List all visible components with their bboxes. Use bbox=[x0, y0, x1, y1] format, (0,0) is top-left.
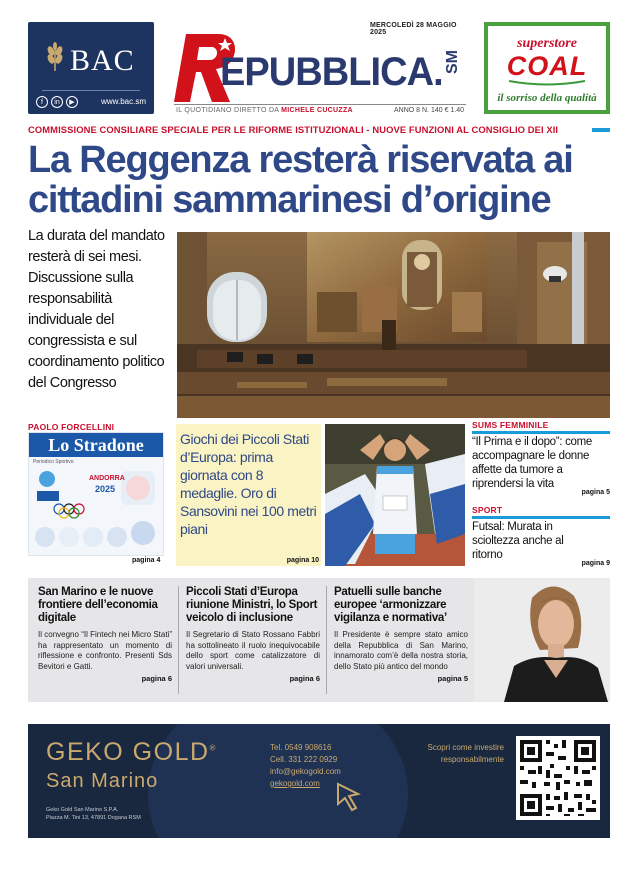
registered-mark: ® bbox=[209, 743, 217, 753]
athlete-photo[interactable] bbox=[325, 424, 465, 566]
coal-line1: superstore bbox=[517, 36, 577, 51]
issue-date: MERCOLEDÌ 28 MAGGIO 2025 bbox=[370, 22, 457, 36]
section-rule bbox=[472, 431, 610, 434]
lead-summary: La durata del mandato resterà di sei mesi. Discussione sulla responsabilità individuale del congressista e sul coordinamento politico del Congresso bbox=[28, 228, 165, 391]
divider bbox=[42, 90, 140, 91]
coal-brand: COAL bbox=[506, 51, 588, 81]
forcellini-page: pagina 4 bbox=[132, 557, 161, 564]
sums-label: SUMS FEMMINILE bbox=[472, 420, 549, 430]
strip-story-3[interactable] bbox=[334, 586, 468, 683]
linkedin-icon[interactable]: in bbox=[51, 96, 63, 108]
strip-story-2[interactable] bbox=[186, 586, 320, 683]
andorra-year: 2025 bbox=[95, 484, 116, 494]
column-divider bbox=[326, 586, 327, 694]
strip-story-body: Il Presidente è sempre stato amico della Repubblica di San Marino, innamorato com’è della nostra storia, dello Stato più antico del mondo bbox=[334, 630, 468, 671]
stradone-logo: Lo Stradone bbox=[29, 433, 163, 457]
strip-story-body: Il convegno “Il Fintech nei Micro Stati” ha rappresentato un momento di riflessione e confronto. Presenti Sds Bevitori e Gatti. bbox=[38, 630, 172, 671]
bac-url[interactable]: www.bac.sm bbox=[101, 97, 146, 106]
stradone-cover[interactable] bbox=[28, 432, 164, 556]
giochi-headline: Giochi dei Piccoli Stati d’Europa: prima giornata con 8 medaglie. Oro di Sansovini nei 100 metri piani bbox=[180, 431, 317, 537]
geko-email[interactable]: info@gekogold.com bbox=[270, 767, 341, 776]
lead-kicker: COMMISSIONE CONSILIARE SPECIALE PER LE RIFORME ISTITUZIONALI - NUOVE FUNZIONI AL CONSIGLIO DEI XII bbox=[28, 124, 559, 135]
geko-brand: GEKO GOLD® bbox=[46, 738, 217, 766]
strip-story-1[interactable] bbox=[38, 586, 172, 683]
facebook-icon[interactable]: f bbox=[36, 96, 48, 108]
forcellini-label: PAOLO FORCELLINI bbox=[28, 422, 115, 432]
coal-tagline: il sorriso della qualità bbox=[497, 92, 597, 104]
side-column bbox=[472, 420, 610, 567]
qr-code-icon[interactable] bbox=[516, 736, 600, 820]
social-links bbox=[36, 96, 78, 108]
wheat-icon bbox=[44, 42, 66, 72]
cursor-arrow-icon bbox=[336, 782, 362, 812]
geko-tel[interactable]: Tel. 0549 908616 bbox=[270, 743, 332, 752]
kicker-accent-bar bbox=[592, 128, 610, 132]
andorra-label: ANDORRA bbox=[89, 475, 125, 482]
geko-gold-advertisement[interactable] bbox=[28, 724, 610, 838]
column-divider bbox=[178, 586, 179, 694]
strip-story-page: pagina 6 bbox=[141, 674, 172, 683]
geko-contacts bbox=[270, 742, 341, 790]
masthead-rule bbox=[174, 104, 466, 105]
council-chamber-image bbox=[177, 232, 610, 418]
strip-story-title: Patuelli sulle banche europee ‘armonizzare vigilanza e normativa’ bbox=[334, 586, 447, 624]
news-strip bbox=[28, 578, 610, 702]
geko-company-info bbox=[46, 806, 141, 822]
geko-cell[interactable]: Cell. 331 222 0929 bbox=[270, 755, 338, 764]
director-line: IL QUOTIDIANO DIRETTO DA MICHELE CUCUZZA bbox=[176, 107, 353, 114]
bac-logo-text: BAC bbox=[70, 44, 135, 77]
youtube-icon[interactable]: ▶ bbox=[66, 96, 78, 108]
stradone-sub: Periodico Sportivo bbox=[33, 459, 74, 465]
strip-story-title: San Marino e le nuove frontiere dell’economia digitale bbox=[38, 586, 158, 624]
strip-story-body: Il Segretario di Stato Rossano Fabbri ha sottolineato il ruolo inequivocabile dello sport come catalizzatore di valori universali. bbox=[186, 630, 320, 671]
section-rule bbox=[472, 516, 610, 519]
issue-number: ANNO 8 N. 140 € 1.40 bbox=[394, 107, 465, 114]
portrait-image bbox=[474, 578, 610, 702]
bac-advertisement[interactable] bbox=[28, 22, 154, 114]
patuelli-portrait[interactable] bbox=[474, 578, 610, 702]
masthead bbox=[172, 22, 472, 122]
geko-location: San Marino bbox=[46, 770, 159, 792]
giochi-story[interactable] bbox=[176, 424, 321, 566]
giochi-page: pagina 10 bbox=[286, 557, 319, 564]
coal-advertisement[interactable] bbox=[484, 22, 610, 114]
masthead-title: EPUBBLICA. bbox=[220, 50, 443, 94]
sums-page: pagina 5 bbox=[581, 489, 610, 496]
sums-story[interactable]: “Il Prima e il dopo”: come accompagnare le donne affette da tumore a riprendersi la vita bbox=[472, 436, 593, 490]
sport-story[interactable]: Futsal: Murata in scioltezza anche al ritorno bbox=[472, 521, 564, 561]
sport-label: SPORT bbox=[472, 505, 503, 515]
strip-story-page: pagina 5 bbox=[437, 674, 468, 683]
geko-company: Geko Gold San Marino S.P.A. bbox=[46, 807, 119, 813]
masthead-suffix: SM bbox=[444, 50, 461, 74]
strip-story-page: pagina 6 bbox=[289, 674, 320, 683]
sport-page: pagina 9 bbox=[581, 560, 610, 567]
director-name: MICHELE CUCUZZA bbox=[281, 107, 353, 114]
lead-headline[interactable]: La Reggenza resterà riservata ai cittadini sammarinesi d’origine bbox=[28, 139, 573, 221]
geko-web-link[interactable]: gekogold.com bbox=[270, 779, 320, 788]
geko-cta: Scopri come investire responsabilmente bbox=[427, 743, 504, 764]
council-chamber-photo[interactable] bbox=[177, 232, 610, 418]
geko-address: Piazza M. Tini 13, 47891 Dogana RSM bbox=[46, 815, 141, 821]
strip-story-title: Piccoli Stati d’Europa riunione Ministri, lo Sport veicolo di inclusione bbox=[186, 586, 318, 624]
athlete-image bbox=[325, 424, 465, 566]
